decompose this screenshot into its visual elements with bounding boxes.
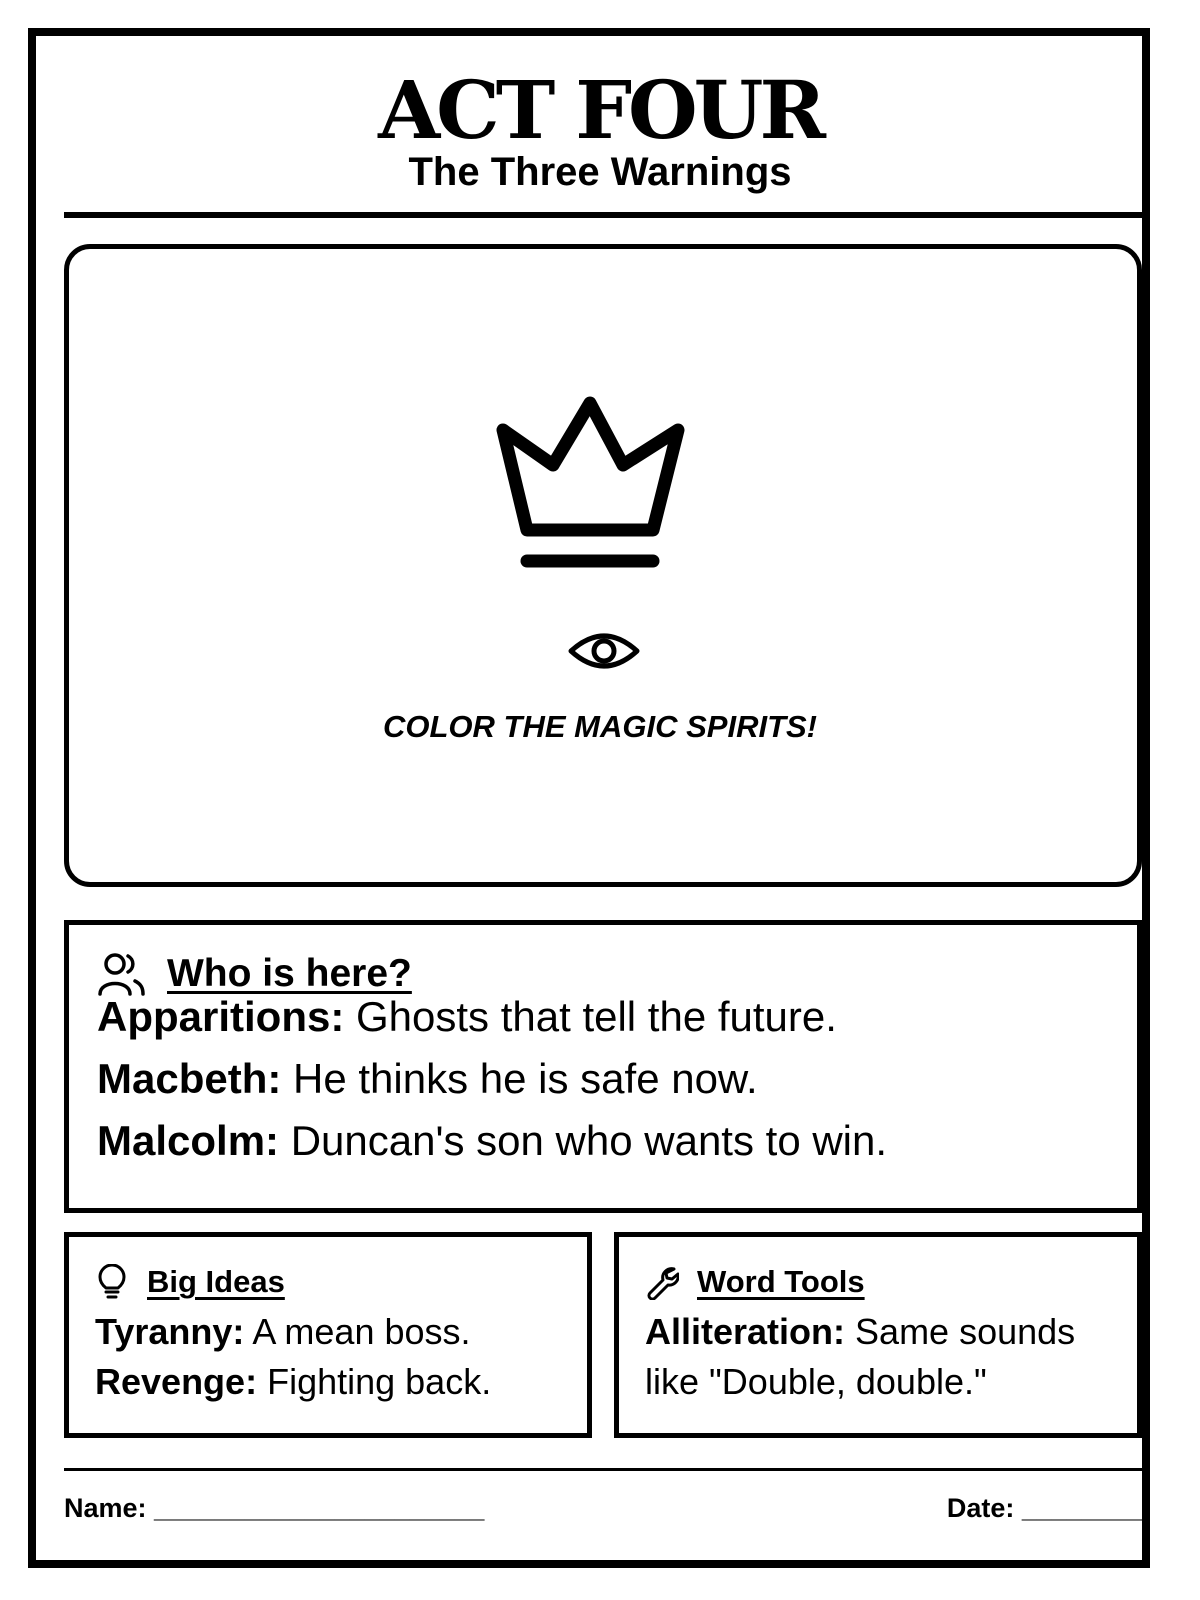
who-is-here-heading: Who is here? — [167, 952, 412, 995]
eye-icon — [567, 625, 641, 677]
character-macbeth — [97, 1054, 758, 1104]
word-tool-example: like "Double, double." — [645, 1361, 987, 1402]
wrench-icon — [645, 1264, 679, 1300]
character-description: Ghosts that tell the future. — [356, 993, 837, 1040]
word-tool-definition: Same sounds — [855, 1311, 1076, 1352]
lightbulb-icon — [95, 1264, 129, 1300]
word-tool-term: Alliteration: — [645, 1311, 846, 1352]
character-name: Apparitions: — [97, 993, 345, 1040]
character-name: Malcolm: — [97, 1117, 280, 1164]
big-idea-definition: Fighting back. — [267, 1361, 492, 1402]
big-idea-term: Tyranny: — [95, 1311, 245, 1352]
big-ideas-heading: Big Ideas — [147, 1264, 285, 1299]
word-tool-alliteration — [645, 1307, 1075, 1357]
page-title: ACT FOUR — [378, 63, 822, 157]
big-idea-definition: A mean boss. — [252, 1311, 471, 1352]
people-icon — [97, 950, 147, 998]
big-idea-tyranny — [95, 1307, 471, 1357]
coloring-caption: COLOR THE MAGIC SPIRITS! — [383, 709, 817, 744]
word-tools-section — [614, 1232, 1142, 1438]
crown-icon — [495, 395, 705, 585]
word-tools-heading: Word Tools — [697, 1264, 865, 1299]
big-idea-revenge — [95, 1357, 491, 1407]
who-is-here-section — [64, 920, 1142, 1213]
header-divider — [64, 212, 1142, 218]
big-ideas-section — [64, 1232, 592, 1438]
page-subtitle: The Three Warnings — [408, 150, 792, 194]
character-description: Duncan's son who wants to win. — [290, 1117, 888, 1164]
character-description: He thinks he is safe now. — [293, 1055, 758, 1102]
name-field[interactable]: Name: ______________________ — [64, 1493, 485, 1523]
big-idea-term: Revenge: — [95, 1361, 258, 1402]
date-field[interactable]: Date: ________ — [946, 1493, 1142, 1523]
character-name: Macbeth: — [97, 1055, 282, 1102]
character-apparitions — [97, 992, 837, 1042]
character-malcolm — [97, 1116, 887, 1166]
footer-divider — [64, 1468, 1142, 1471]
